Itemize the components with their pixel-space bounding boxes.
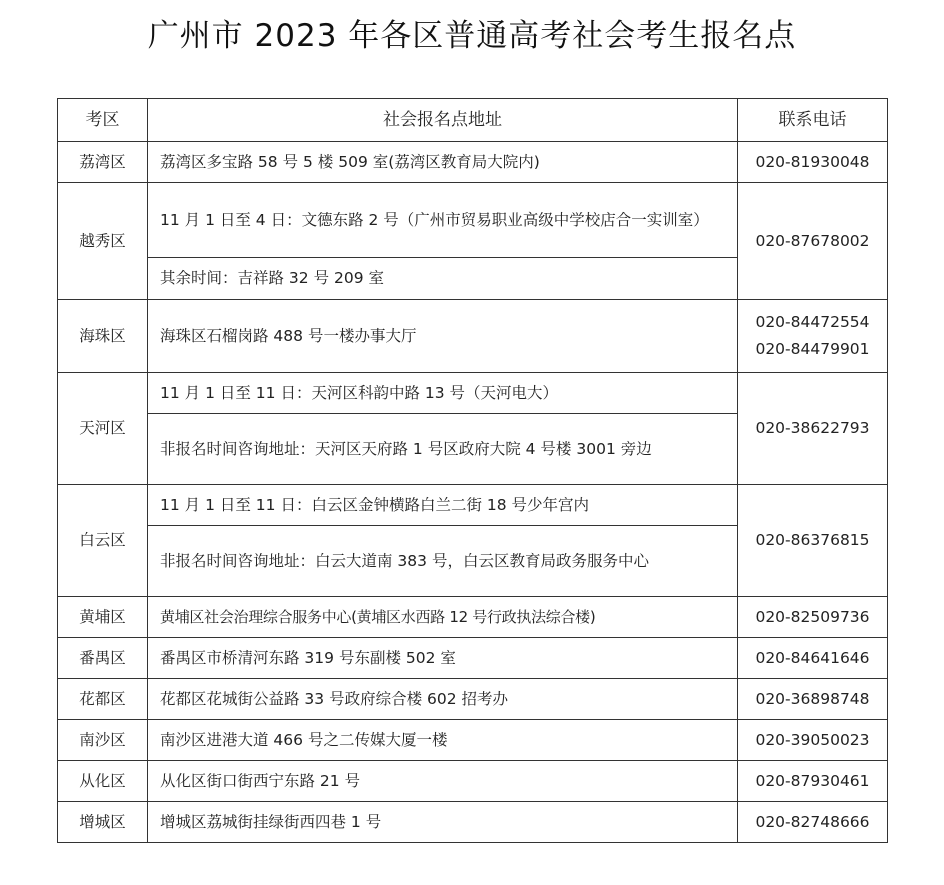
address-cell: 从化区街口街西宁东路 21 号: [148, 761, 738, 802]
phone-line: 020-84472554: [755, 313, 870, 331]
phone-cell: [738, 300, 888, 373]
table-row: [58, 679, 888, 720]
phone-cell: 020-82509736: [738, 597, 888, 638]
table-row: [58, 802, 888, 843]
address-cell: 荔湾区多宝路 58 号 5 楼 509 室(荔湾区教育局大院内): [148, 142, 738, 183]
registration-table: [57, 98, 888, 843]
table-header-row: [58, 99, 888, 142]
table-row: [58, 300, 888, 373]
district-cell: 白云区: [58, 485, 148, 597]
table-row: [58, 638, 888, 679]
address-cell: 非报名时间咨询地址：天河区天府路 1 号区政府大院 4 号楼 3001 旁边: [148, 414, 738, 485]
header-district: 考区: [58, 99, 148, 142]
district-cell: 天河区: [58, 373, 148, 485]
page-title: 广州市 2023 年各区普通高考社会考生报名点: [147, 18, 797, 54]
address-cell: 增城区荔城街挂绿街西四巷 1 号: [148, 802, 738, 843]
address-cell: 非报名时间咨询地址：白云大道南 383 号，白云区教育局政务服务中心: [148, 526, 738, 597]
address-cell: 11 月 1 日至 11 日：天河区科韵中路 13 号（天河电大）: [148, 373, 738, 414]
phone-cell: 020-84641646: [738, 638, 888, 679]
table-row: [58, 142, 888, 183]
district-cell: 荔湾区: [58, 142, 148, 183]
address-cell: 黄埔区社会治理综合服务中心(黄埔区水西路 12 号行政执法综合楼): [148, 597, 738, 638]
address-cell: 11 月 1 日至 11 日：白云区金钟横路白兰二街 18 号少年宫内: [148, 485, 738, 526]
district-cell: 越秀区: [58, 183, 148, 300]
phone-line: 020-84479901: [755, 340, 870, 358]
district-cell: 南沙区: [58, 720, 148, 761]
phone-cell: 020-39050023: [738, 720, 888, 761]
phone-cell: 020-38622793: [738, 373, 888, 485]
phone-cell: 020-82748666: [738, 802, 888, 843]
table-row: [58, 485, 888, 526]
table-row: [58, 183, 888, 258]
district-cell: 花都区: [58, 679, 148, 720]
address-cell: 11 月 1 日至 4 日：文德东路 2 号（广州市贸易职业高级中学校店合一实训室）: [148, 183, 738, 258]
phone-cell: 020-86376815: [738, 485, 888, 597]
table-row: [58, 373, 888, 414]
address-cell: 海珠区石榴岗路 488 号一楼办事大厅: [148, 300, 738, 373]
district-cell: 黄埔区: [58, 597, 148, 638]
phone-cell: 020-87930461: [738, 761, 888, 802]
table-row: [58, 761, 888, 802]
phone-cell: 020-81930048: [738, 142, 888, 183]
address-cell: 花都区花城街公益路 33 号政府综合楼 602 招考办: [148, 679, 738, 720]
table-row: [58, 597, 888, 638]
phone-cell: 020-36898748: [738, 679, 888, 720]
phone-cell: 020-87678002: [738, 183, 888, 300]
district-cell: 从化区: [58, 761, 148, 802]
header-phone: 联系电话: [738, 99, 888, 142]
address-cell: 其余时间：吉祥路 32 号 209 室: [148, 258, 738, 300]
district-cell: 番禺区: [58, 638, 148, 679]
table-row: [58, 720, 888, 761]
header-address: 社会报名点地址: [148, 99, 738, 142]
address-cell: 番禺区市桥清河东路 319 号东副楼 502 室: [148, 638, 738, 679]
address-cell: 南沙区进港大道 466 号之二传媒大厦一楼: [148, 720, 738, 761]
district-cell: 增城区: [58, 802, 148, 843]
district-cell: 海珠区: [58, 300, 148, 373]
